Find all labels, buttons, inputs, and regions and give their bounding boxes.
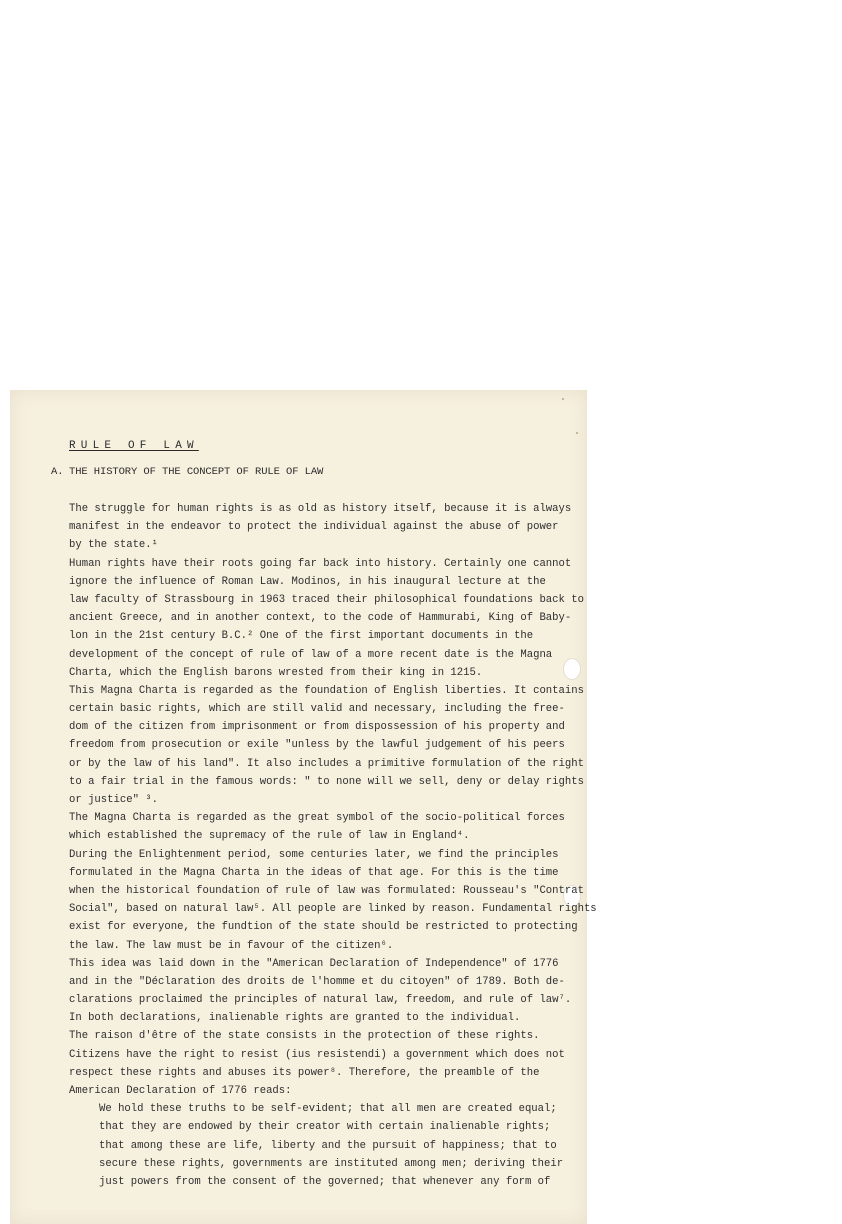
text-line: to a fair trial in the famous words: " to none will we sell, deny or delay rights	[69, 775, 584, 788]
text-line: clarations proclaimed the principles of natural law, freedom, and rule of law⁷.	[69, 994, 572, 1007]
text-line: respect these rights and abuses its power⁸. Therefore, the preamble of the	[69, 1066, 540, 1079]
text-line: law faculty of Strassbourg in 1963 traced their philosophical foundations back to	[69, 593, 584, 606]
text-line: This idea was laid down in the "American Declaration of Independence" of 1776	[69, 957, 559, 970]
text-line: or justice" ³.	[69, 794, 159, 806]
text-line: American Declaration of 1776 reads:	[69, 1085, 292, 1097]
text-line: The Magna Charta is regarded as the great symbol of the socio-political forces	[69, 812, 565, 825]
text-line: Charta, which the English barons wrested from their king in 1215.	[69, 666, 483, 679]
document-heading: RULE OF LAW	[69, 440, 199, 452]
text-line: development of the concept of rule of law of a more recent date is the Magna	[69, 648, 553, 661]
text-line: The raison d'être of the state consists in the protection of these rights.	[69, 1030, 540, 1043]
quote-line: We hold these truths to be self-evident; that all men are created equal;	[99, 1103, 557, 1116]
text-line: and in the "Déclaration des droits de l'homme et du citoyen" of 1789. Both de-	[69, 975, 565, 988]
text-line: In both declarations, inalienable rights are granted to the individual.	[69, 1012, 521, 1025]
body-text	[69, 500, 597, 1191]
text-line: manifest in the endeavor to protect the individual against the abuse of power	[69, 521, 559, 534]
text-line: Human rights have their roots going far back into history. Certainly one cannot	[69, 557, 572, 570]
text-line: which established the supremacy of the rule of law in England⁴.	[69, 830, 470, 843]
text-line: freedom from prosecution or exile "unless by the lawful judgement of his peers	[69, 739, 565, 752]
scanned-page	[10, 390, 597, 1224]
quote-line: just powers from the consent of the governed; that whenever any form of	[99, 1175, 551, 1188]
section-title: THE HISTORY OF THE CONCEPT OF RULE OF LAW	[69, 466, 324, 478]
quote-line: secure these rights, governments are instituted among men; deriving their	[99, 1157, 564, 1170]
text-line: formulated in the Magna Charta in the ideas of that age. For this is the time	[69, 866, 559, 879]
text-line: by the state.¹	[69, 539, 159, 552]
text-line: Citizens have the right to resist (ius resistendi) a government which does not	[69, 1048, 565, 1061]
text-line: Social", based on natural law⁵. All people are linked by reason. Fundamental rights	[69, 903, 597, 916]
section-letter: A.	[51, 466, 64, 478]
text-line: dom of the citizen from imprisonment or from dispossession of his property and	[69, 721, 565, 734]
quote-line: that among these are life, liberty and the pursuit of happiness; that to	[99, 1139, 557, 1152]
text-line: The struggle for human rights is as old as history itself, because it is always	[69, 503, 572, 515]
text-line: ignore the influence of Roman Law. Modinos, in his inaugural lecture at the	[69, 575, 546, 588]
text-line: exist for everyone, the fundtion of the state should be restricted to protecting	[69, 921, 578, 934]
paper-speck	[562, 398, 564, 400]
text-line: the law. The law must be in favour of the citizen⁶.	[69, 939, 394, 952]
paper-speck	[576, 432, 578, 434]
text-line: certain basic rights, which are still valid and necessary, including the free-	[69, 703, 565, 716]
text-line: or by the law of his land". It also includes a primitive formulation of the right	[69, 757, 584, 770]
text-line: This Magna Charta is regarded as the foundation of English liberties. It contains	[69, 684, 584, 697]
quote-line: that they are endowed by their creator with certain inalienable rights;	[99, 1121, 551, 1134]
text-line: when the historical foundation of rule of law was formulated: Rousseau's "Contrat	[69, 884, 584, 897]
text-line: lon in the 21st century B.C.² One of the first important documents in the	[69, 630, 534, 643]
text-line: ancient Greece, and in another context, to the code of Hammurabi, King of Baby-	[69, 612, 572, 625]
text-line: During the Enlightenment period, some centuries later, we find the principles	[69, 848, 559, 861]
